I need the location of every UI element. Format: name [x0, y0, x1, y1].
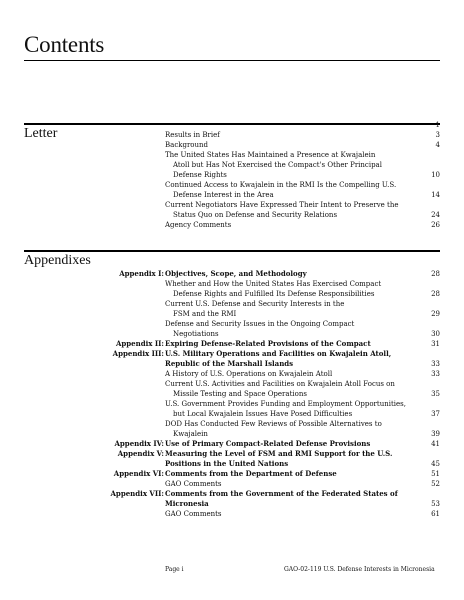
letter-rule — [24, 123, 440, 125]
entry-page-number: 52 — [431, 480, 440, 488]
entry-title: A History of U.S. Operations on Kwajalein Atoll — [165, 370, 333, 378]
entry-page-number: 45 — [431, 460, 440, 468]
entry-title: Measuring the Level of FSM and RMI Support for the U.S. Positions in the United Nations — [165, 449, 393, 468]
appendixes-entry[interactable] — [24, 279, 440, 299]
appendixes-entry[interactable] — [24, 349, 440, 369]
appendixes-entry[interactable] — [24, 299, 440, 319]
entry-page-number: 35 — [431, 390, 440, 398]
letter-entry[interactable] — [24, 150, 440, 180]
entry-title: The United States Has Maintained a Presence at Kwajalein Atoll but Has Not Exercised the Compact's Other Principal Defense Rights — [165, 151, 382, 179]
entry-title: Background — [165, 141, 209, 149]
entry-title: Use of Primary Compact-Related Defense Provisions — [165, 439, 371, 448]
appendixes-rule — [24, 250, 440, 252]
entry-title: Expiring Defense-Related Provisions of the Compact — [165, 339, 371, 348]
entry-title: Agency Comments — [165, 221, 232, 229]
appendixes-entry[interactable] — [24, 509, 440, 519]
appendixes-entry[interactable] — [24, 319, 440, 339]
appendixes-entry[interactable] — [24, 419, 440, 439]
entry-page-number: 53 — [431, 500, 440, 508]
letter-entry[interactable] — [24, 220, 440, 230]
entry-page-number: 1 — [435, 121, 440, 129]
appendixes-entry[interactable] — [24, 479, 440, 489]
entry-page-number: 30 — [431, 330, 440, 338]
entry-page-number: 33 — [431, 360, 440, 368]
appendix-label: Appendix I: — [119, 269, 164, 278]
entry-page-number: 29 — [431, 310, 440, 318]
entry-title: Whether and How the United States Has Exercised Compact Defense Rights and Fulfilled Its Defense Responsibilities — [165, 280, 382, 298]
entry-title: Comments from the Department of Defense — [165, 469, 337, 478]
letter-entry[interactable] — [24, 140, 440, 150]
appendix-label: Appendix VI: — [113, 469, 164, 478]
entry-page-number: 4 — [435, 141, 440, 149]
appendixes-entry[interactable] — [24, 449, 440, 469]
appendix-label: Appendix III: — [112, 349, 164, 358]
entry-title: DOD Has Conducted Few Reviews of Possible Alternatives to Kwajalein — [165, 420, 382, 438]
letter-entry[interactable] — [24, 200, 440, 220]
title-rule — [24, 60, 440, 61]
entry-page-number: 31 — [431, 340, 440, 348]
appendix-label: Appendix IV: — [114, 439, 164, 448]
footer-report-number: GAO-02-119 U.S. Defense Interests in Micronesia — [284, 566, 435, 573]
entry-title: Objectives, Scope, and Methodology — [165, 269, 307, 278]
appendixes-entry[interactable] — [24, 339, 440, 349]
entry-page-number: 28 — [431, 270, 440, 278]
entry-page-number: 10 — [431, 171, 440, 179]
entry-page-number: 37 — [431, 410, 440, 418]
entry-title: Comments from the Government of the Federated States of Micronesia — [165, 489, 398, 508]
entry-page-number: 24 — [431, 211, 440, 219]
entry-page-number: 33 — [431, 370, 440, 378]
entry-title: GAO Comments — [165, 510, 222, 518]
entry-page-number: 41 — [431, 440, 440, 448]
appendixes-entry[interactable] — [24, 379, 440, 399]
entry-title: U.S. Military Operations and Facilities on Kwajalein Atoll, Republic of the Marshall Islands — [165, 349, 392, 368]
entry-title: Results in Brief — [165, 131, 220, 139]
entry-page-number: 3 — [435, 131, 440, 139]
entry-title: U.S. Government Provides Funding and Employment Opportunities, but Local Kwajalein Issues Have Posed Difficulties — [165, 400, 406, 418]
appendixes-entry[interactable] — [24, 269, 440, 279]
appendix-label: Appendix VII: — [110, 489, 164, 498]
appendixes-entry[interactable] — [24, 469, 440, 479]
page-title: Contents — [24, 32, 105, 57]
appendixes-entry[interactable] — [24, 489, 440, 509]
entry-page-number: 51 — [431, 470, 440, 478]
entry-title: Current U.S. Defense and Security Interests in the FSM and the RMI — [165, 300, 345, 318]
letter-heading: Letter — [24, 126, 58, 141]
entry-title: Continued Access to Kwajalein in the RMI Is the Compelling U.S. Defense Interest in the Area — [165, 181, 397, 199]
letter-entry[interactable] — [24, 180, 440, 200]
entry-page-number: 61 — [431, 510, 440, 518]
entry-page-number: 26 — [431, 221, 440, 229]
letter-toc — [24, 121, 440, 230]
entry-title: Current Negotiators Have Expressed Their Intent to Preserve the Status Quo on Defense and Security Relations — [165, 201, 399, 219]
entry-page-number: 28 — [431, 290, 440, 298]
entry-title: Current U.S. Activities and Facilities on Kwajalein Atoll Focus on Missile Testing and Space Operations — [165, 380, 395, 398]
entry-title: GAO Comments — [165, 480, 222, 488]
entry-page-number: 39 — [431, 430, 440, 438]
footer-page-number: Page i — [165, 566, 184, 573]
entry-title: Defense and Security Issues in the Ongoing Compact Negotiations — [165, 320, 355, 338]
appendixes-toc — [24, 269, 440, 519]
letter-entry[interactable] — [24, 130, 440, 140]
appendix-label: Appendix II: — [115, 339, 164, 348]
entry-page-number: 14 — [431, 191, 440, 199]
appendixes-entry[interactable] — [24, 369, 440, 379]
appendixes-entry[interactable] — [24, 439, 440, 449]
appendix-label: Appendix V: — [117, 449, 164, 458]
appendixes-entry[interactable] — [24, 399, 440, 419]
appendixes-heading: Appendixes — [24, 253, 91, 268]
